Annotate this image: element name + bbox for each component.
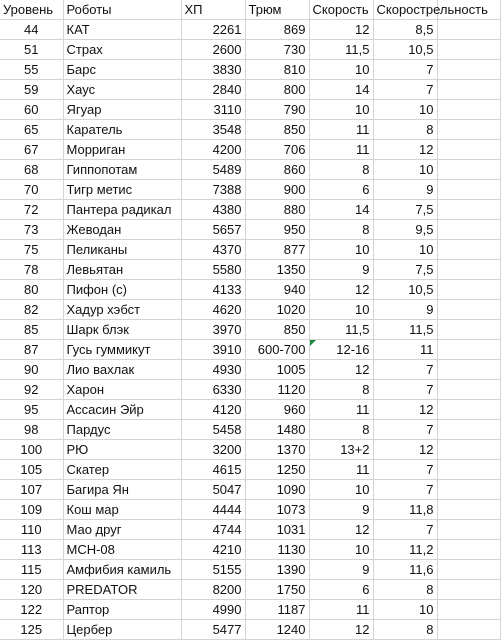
cell-hold[interactable]: 706 <box>245 140 309 160</box>
cell-level[interactable]: 78 <box>0 260 63 280</box>
cell-hold[interactable]: 1005 <box>245 360 309 380</box>
cell-hold[interactable]: 900 <box>245 180 309 200</box>
cell-hold[interactable]: 1020 <box>245 300 309 320</box>
table-row <box>0 220 500 240</box>
cell-hp[interactable]: 4200 <box>181 140 245 160</box>
cell-level[interactable]: 105 <box>0 460 63 480</box>
cell-rate[interactable]: 11 <box>373 340 437 360</box>
table-row <box>0 580 500 600</box>
cell-level[interactable]: 51 <box>0 40 63 60</box>
cell-hold[interactable]: 1120 <box>245 380 309 400</box>
cell-name[interactable]: Пардус <box>63 420 181 440</box>
cell-hp[interactable]: 4615 <box>181 460 245 480</box>
empty-cell[interactable] <box>437 240 500 260</box>
cell-rate[interactable]: 12 <box>373 440 437 460</box>
table-row <box>0 60 500 80</box>
empty-cell[interactable] <box>437 400 500 420</box>
cell-speed[interactable]: 11 <box>309 140 373 160</box>
cell-speed[interactable]: 6 <box>309 180 373 200</box>
cell-name[interactable]: Тигр метис <box>63 180 181 200</box>
cell-hp[interactable]: 4930 <box>181 360 245 380</box>
table-row <box>0 280 500 300</box>
cell-hold[interactable]: 1130 <box>245 540 309 560</box>
cell-hold[interactable]: 1370 <box>245 440 309 460</box>
cell-level[interactable]: 44 <box>0 20 63 40</box>
cell-level[interactable]: 70 <box>0 180 63 200</box>
cell-hold[interactable]: 880 <box>245 200 309 220</box>
cell-name[interactable]: Жеводан <box>63 220 181 240</box>
cell-hold[interactable]: 800 <box>245 80 309 100</box>
cell-rate[interactable]: 7 <box>373 480 437 500</box>
cell-hp[interactable]: 3200 <box>181 440 245 460</box>
header-speed[interactable]: Скорость <box>309 0 373 20</box>
cell-rate[interactable]: 7 <box>373 460 437 480</box>
cell-name[interactable]: Мао друг <box>63 520 181 540</box>
cell-name[interactable]: Цербер <box>63 620 181 640</box>
empty-cell[interactable] <box>437 140 500 160</box>
cell-hp[interactable]: 3548 <box>181 120 245 140</box>
cell-speed[interactable]: 10 <box>309 480 373 500</box>
cell-level[interactable]: 59 <box>0 80 63 100</box>
cell-hold[interactable]: 877 <box>245 240 309 260</box>
cell-hp[interactable]: 4744 <box>181 520 245 540</box>
empty-cell[interactable] <box>437 320 500 340</box>
cell-name[interactable]: Хадур хэбст <box>63 300 181 320</box>
cell-hp[interactable]: 4620 <box>181 300 245 320</box>
table-row <box>0 400 500 420</box>
cell-speed[interactable]: 12 <box>309 280 373 300</box>
cell-level[interactable]: 125 <box>0 620 63 640</box>
cell-name[interactable]: Пеликаны <box>63 240 181 260</box>
table-row <box>0 480 500 500</box>
cell-hp[interactable]: 5489 <box>181 160 245 180</box>
cell-level[interactable]: 85 <box>0 320 63 340</box>
cell-level[interactable]: 107 <box>0 480 63 500</box>
empty-cell[interactable] <box>437 120 500 140</box>
empty-cell[interactable] <box>437 540 500 560</box>
cell-hold[interactable]: 1073 <box>245 500 309 520</box>
cell-speed[interactable]: 8 <box>309 220 373 240</box>
cell-hp[interactable]: 4120 <box>181 400 245 420</box>
cell-name[interactable]: Пантера радикал <box>63 200 181 220</box>
cell-name[interactable]: Хаус <box>63 80 181 100</box>
cell-speed[interactable]: 14 <box>309 200 373 220</box>
cell-name[interactable]: Лио вахлак <box>63 360 181 380</box>
table-row <box>0 340 500 360</box>
cell-speed[interactable]: 12 <box>309 360 373 380</box>
cell-hp[interactable]: 4990 <box>181 600 245 620</box>
cell-level[interactable]: 98 <box>0 420 63 440</box>
table-row <box>0 100 500 120</box>
table-row <box>0 500 500 520</box>
cell-name[interactable]: PREDATOR <box>63 580 181 600</box>
cell-level[interactable]: 120 <box>0 580 63 600</box>
table-row <box>0 200 500 220</box>
empty-cell[interactable] <box>437 40 500 60</box>
cell-name[interactable]: Гиппопотам <box>63 160 181 180</box>
cell-speed[interactable]: 11 <box>309 460 373 480</box>
empty-cell[interactable] <box>437 500 500 520</box>
cell-hold[interactable]: 960 <box>245 400 309 420</box>
cell-name[interactable]: Ассасин Эйр <box>63 400 181 420</box>
cell-level[interactable]: 82 <box>0 300 63 320</box>
empty-cell[interactable] <box>437 200 500 220</box>
empty-cell[interactable] <box>437 560 500 580</box>
empty-cell[interactable] <box>437 600 500 620</box>
table-row <box>0 260 500 280</box>
cell-level[interactable]: 115 <box>0 560 63 580</box>
cell-hp[interactable]: 5580 <box>181 260 245 280</box>
cell-hp[interactable]: 5155 <box>181 560 245 580</box>
cell-hp[interactable]: 4133 <box>181 280 245 300</box>
cell-hp[interactable]: 2840 <box>181 80 245 100</box>
cell-level[interactable]: 73 <box>0 220 63 240</box>
table-row <box>0 140 500 160</box>
cell-name[interactable]: Багира Ян <box>63 480 181 500</box>
cell-hold[interactable]: 1390 <box>245 560 309 580</box>
cell-hp[interactable]: 4380 <box>181 200 245 220</box>
cell-rate[interactable]: 10 <box>373 240 437 260</box>
table-row <box>0 160 500 180</box>
cell-level[interactable]: 110 <box>0 520 63 540</box>
empty-cell[interactable] <box>437 480 500 500</box>
cell-name[interactable]: Амфибия камиль <box>63 560 181 580</box>
table-row <box>0 320 500 340</box>
cell-speed[interactable]: 12 <box>309 620 373 640</box>
empty-cell[interactable] <box>437 80 500 100</box>
table-row <box>0 620 500 640</box>
empty-cell[interactable] <box>437 220 500 240</box>
cell-level[interactable]: 65 <box>0 120 63 140</box>
empty-cell[interactable] <box>437 300 500 320</box>
table-row <box>0 300 500 320</box>
cell-rate[interactable]: 8,5 <box>373 20 437 40</box>
cell-speed[interactable]: 14 <box>309 80 373 100</box>
table-row <box>0 20 500 40</box>
cell-level[interactable]: 87 <box>0 340 63 360</box>
cell-level[interactable]: 100 <box>0 440 63 460</box>
cell-rate[interactable]: 7,5 <box>373 260 437 280</box>
cell-name[interactable]: Страх <box>63 40 181 60</box>
cell-hold[interactable]: 940 <box>245 280 309 300</box>
cell-speed[interactable]: 6 <box>309 580 373 600</box>
table-row <box>0 600 500 620</box>
cell-name[interactable]: РЮ <box>63 440 181 460</box>
cell-speed[interactable]: 13+2 <box>309 440 373 460</box>
cell-hp[interactable]: 6330 <box>181 380 245 400</box>
cell-hp[interactable]: 3830 <box>181 60 245 80</box>
cell-hold[interactable]: 1240 <box>245 620 309 640</box>
cell-level[interactable]: 109 <box>0 500 63 520</box>
header-rate[interactable]: Скорострельность <box>373 0 437 20</box>
cell-speed[interactable]: 12 <box>309 20 373 40</box>
cell-rate[interactable]: 11,5 <box>373 320 437 340</box>
cell-hold[interactable]: 600-700 <box>245 340 309 360</box>
cell-hold[interactable]: 850 <box>245 320 309 340</box>
empty-cell[interactable] <box>437 440 500 460</box>
cell-speed[interactable]: 10 <box>309 240 373 260</box>
empty-cell[interactable] <box>437 20 500 40</box>
table-row <box>0 540 500 560</box>
cell-rate[interactable]: 11,8 <box>373 500 437 520</box>
cell-level[interactable]: 55 <box>0 60 63 80</box>
cell-rate[interactable]: 10 <box>373 100 437 120</box>
table-row <box>0 80 500 100</box>
cell-hp[interactable]: 3110 <box>181 100 245 120</box>
table-row <box>0 40 500 60</box>
cell-speed[interactable]: 9 <box>309 560 373 580</box>
cell-speed[interactable]: 8 <box>309 380 373 400</box>
cell-hold[interactable]: 1090 <box>245 480 309 500</box>
cell-hp[interactable]: 3970 <box>181 320 245 340</box>
cell-name[interactable]: Гусь гуммикут <box>63 340 181 360</box>
cell-rate[interactable]: 9 <box>373 180 437 200</box>
cell-rate[interactable]: 9 <box>373 300 437 320</box>
cell-rate[interactable]: 10 <box>373 160 437 180</box>
cell-rate[interactable]: 8 <box>373 620 437 640</box>
cell-hold[interactable]: 869 <box>245 20 309 40</box>
cell-level[interactable]: 90 <box>0 360 63 380</box>
cell-level[interactable]: 113 <box>0 540 63 560</box>
cell-hp[interactable]: 8200 <box>181 580 245 600</box>
cell-speed[interactable]: 11 <box>309 400 373 420</box>
cell-speed[interactable]: 9 <box>309 260 373 280</box>
empty-cell[interactable] <box>437 460 500 480</box>
empty-cell[interactable] <box>437 620 500 640</box>
cell-speed[interactable]: 8 <box>309 420 373 440</box>
table-row <box>0 240 500 260</box>
cell-speed[interactable]: 10 <box>309 540 373 560</box>
cell-hp[interactable]: 4370 <box>181 240 245 260</box>
cell-name[interactable]: Пифон (с) <box>63 280 181 300</box>
cell-hp[interactable]: 4210 <box>181 540 245 560</box>
cell-speed[interactable]: 8 <box>309 160 373 180</box>
header-hp[interactable]: ХП <box>181 0 245 20</box>
cell-hp[interactable]: 5657 <box>181 220 245 240</box>
cell-hp[interactable]: 3910 <box>181 340 245 360</box>
header-hold[interactable]: Трюм <box>245 0 309 20</box>
cell-hold[interactable]: 810 <box>245 60 309 80</box>
cell-rate[interactable]: 10 <box>373 600 437 620</box>
cell-rate[interactable]: 7 <box>373 380 437 400</box>
cell-hold[interactable]: 860 <box>245 160 309 180</box>
cell-rate[interactable]: 11,2 <box>373 540 437 560</box>
cell-hp[interactable]: 7388 <box>181 180 245 200</box>
cell-rate[interactable]: 7 <box>373 420 437 440</box>
empty-cell[interactable] <box>437 340 500 360</box>
cell-speed[interactable]: 11,5 <box>309 40 373 60</box>
cell-level[interactable]: 60 <box>0 100 63 120</box>
cell-level[interactable]: 72 <box>0 200 63 220</box>
cell-hold[interactable]: 1187 <box>245 600 309 620</box>
cell-name[interactable]: Шарк блэк <box>63 320 181 340</box>
cell-name[interactable]: Раптор <box>63 600 181 620</box>
cell-hp[interactable]: 5458 <box>181 420 245 440</box>
header-name[interactable]: Роботы <box>63 0 181 20</box>
empty-cell[interactable] <box>437 380 500 400</box>
cell-speed[interactable]: 12 <box>309 520 373 540</box>
cell-rate[interactable]: 7 <box>373 520 437 540</box>
cell-name[interactable]: Левьятан <box>63 260 181 280</box>
cell-speed[interactable]: 11,5 <box>309 320 373 340</box>
table-row <box>0 420 500 440</box>
cell-hp[interactable]: 2600 <box>181 40 245 60</box>
cell-rate[interactable]: 8 <box>373 580 437 600</box>
cell-level[interactable]: 122 <box>0 600 63 620</box>
cell-level[interactable]: 92 <box>0 380 63 400</box>
cell-name[interactable]: Морриган <box>63 140 181 160</box>
cell-speed[interactable]: 11 <box>309 120 373 140</box>
cell-speed[interactable]: 10 <box>309 60 373 80</box>
empty-cell[interactable] <box>437 260 500 280</box>
cell-level[interactable]: 95 <box>0 400 63 420</box>
cell-hold[interactable]: 1250 <box>245 460 309 480</box>
cell-rate[interactable]: 10,5 <box>373 40 437 60</box>
cell-name[interactable]: Барс <box>63 60 181 80</box>
cell-hp[interactable]: 2261 <box>181 20 245 40</box>
cell-rate[interactable]: 7 <box>373 80 437 100</box>
cell-rate[interactable]: 9,5 <box>373 220 437 240</box>
empty-cell[interactable] <box>437 580 500 600</box>
table-row <box>0 460 500 480</box>
table-row <box>0 120 500 140</box>
cell-name[interactable]: Каратель <box>63 120 181 140</box>
cell-hold[interactable]: 1480 <box>245 420 309 440</box>
cell-rate[interactable]: 10,5 <box>373 280 437 300</box>
table-row <box>0 440 500 460</box>
cell-hold[interactable]: 850 <box>245 120 309 140</box>
empty-cell[interactable] <box>437 160 500 180</box>
cell-rate[interactable]: 7 <box>373 360 437 380</box>
table-row <box>0 520 500 540</box>
cell-speed[interactable]: 9 <box>309 500 373 520</box>
cell-name[interactable]: Ягуар <box>63 100 181 120</box>
cell-rate[interactable]: 11,6 <box>373 560 437 580</box>
cell-hold[interactable]: 730 <box>245 40 309 60</box>
cell-hp[interactable]: 5047 <box>181 480 245 500</box>
cell-level[interactable]: 67 <box>0 140 63 160</box>
cell-name[interactable]: Харон <box>63 380 181 400</box>
cell-hp[interactable]: 4444 <box>181 500 245 520</box>
cell-level[interactable]: 75 <box>0 240 63 260</box>
cell-hold[interactable]: 790 <box>245 100 309 120</box>
empty-cell[interactable] <box>437 60 500 80</box>
empty-cell[interactable] <box>437 520 500 540</box>
empty-cell[interactable] <box>437 100 500 120</box>
cell-speed[interactable]: 10 <box>309 300 373 320</box>
cell-hold[interactable]: 1350 <box>245 260 309 280</box>
header-row <box>0 0 500 20</box>
cell-level[interactable]: 68 <box>0 160 63 180</box>
cell-speed-with-comment[interactable]: 12-16 <box>309 340 373 360</box>
cell-name[interactable]: КАТ <box>63 20 181 40</box>
cell-hold[interactable]: 1750 <box>245 580 309 600</box>
table-row <box>0 360 500 380</box>
empty-cell[interactable] <box>437 420 500 440</box>
cell-speed[interactable]: 11 <box>309 600 373 620</box>
cell-speed[interactable]: 10 <box>309 100 373 120</box>
cell-rate[interactable]: 12 <box>373 140 437 160</box>
cell-rate[interactable]: 8 <box>373 120 437 140</box>
header-level[interactable]: Уровень <box>0 0 63 20</box>
cell-hold[interactable]: 1031 <box>245 520 309 540</box>
table-row <box>0 180 500 200</box>
cell-level[interactable]: 80 <box>0 280 63 300</box>
table-row <box>0 560 500 580</box>
cell-hold[interactable]: 950 <box>245 220 309 240</box>
cell-name[interactable]: Скатер <box>63 460 181 480</box>
cell-hp[interactable]: 5477 <box>181 620 245 640</box>
cell-name[interactable]: Кош мар <box>63 500 181 520</box>
empty-cell[interactable] <box>437 280 500 300</box>
cell-name[interactable]: МСН-08 <box>63 540 181 560</box>
cell-rate[interactable]: 12 <box>373 400 437 420</box>
table-row <box>0 380 500 400</box>
empty-cell[interactable] <box>437 180 500 200</box>
cell-rate[interactable]: 7 <box>373 60 437 80</box>
empty-cell[interactable] <box>437 360 500 380</box>
cell-rate[interactable]: 7,5 <box>373 200 437 220</box>
